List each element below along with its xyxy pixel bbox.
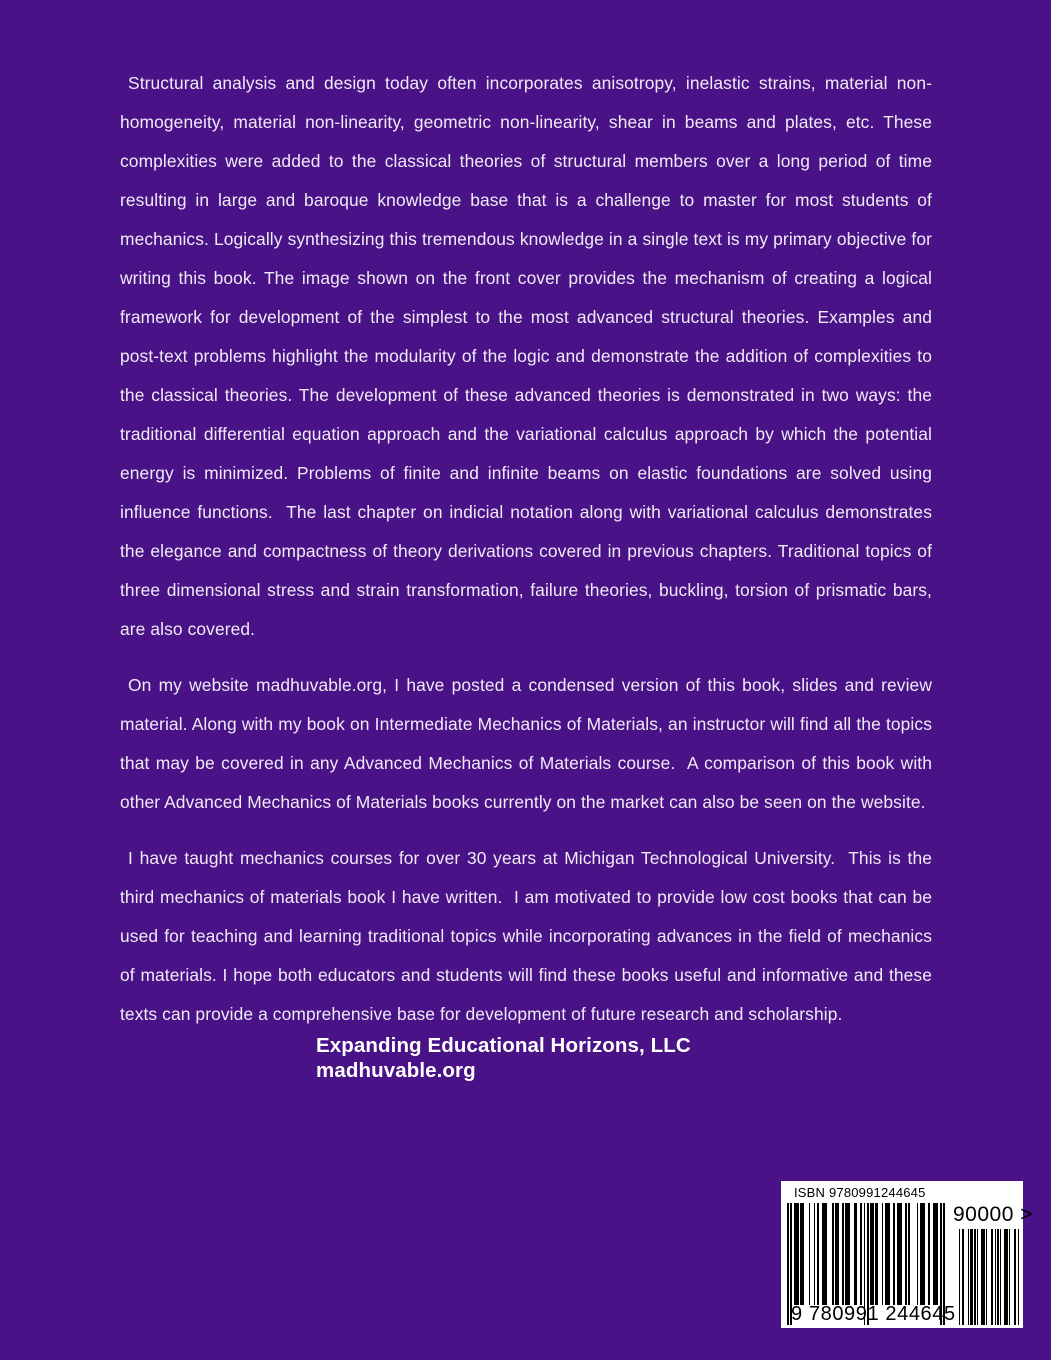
- addon-suffix: >: [1020, 1203, 1034, 1226]
- blurb-paragraph-2: On my website madhuvable.org, I have posted a condensed version of this book, slides and review material. Along with my book on Intermediate Mechanics of Materials, an instructor will find all the topics that may be covered in any Advanced Mechanics of Materials course. A comparison of this book with other Advanced Mechanics of Materials books currently on the market can also be seen on the website.: [120, 675, 937, 812]
- barcode-area: [781, 1181, 1034, 1328]
- blurb-paragraph-1: Structural analysis and design today often incorporates anisotropy, inelastic strains, material non-homogeneity, material non-linearity, geometric non-linearity, shear in beams and plates, etc. These complexities were added to the classical theories of structural members over a long period of time resulting in large and baroque knowledge base that is a challenge to master for most students of mechanics. Logically synthesizing this tremendous knowledge in a single text is my primary objective for writing this book. The image shown on the front cover provides the mechanism of creating a logical framework for development of the simplest to the most advanced structural theories. Examples and post-text problems highlight the modularity of the logic and demonstrate the addition of complexities to the classical theories. The development of these advanced theories is demonstrated in two ways: the traditional differential equation approach and the variational calculus approach by which the potential energy is minimized. Problems of finite and infinite beams on elastic foundations are solved using influence functions. The last chapter on indicial notation along with variational calculus demonstrates the elegance and compactness of theory derivations covered in previous chapters. Traditional topics of three dimensional stress and strain transformation, failure theories, buckling, torsion of prismatic bars, are also covered.: [120, 73, 937, 639]
- ean13-barcode: [787, 1203, 956, 1325]
- ean5-addon-bars: [959, 1229, 1019, 1325]
- addon-price-code: 90000: [953, 1203, 1014, 1226]
- ean13-digits: 9 780991 244645: [791, 1303, 956, 1325]
- addon-digits: [953, 1203, 1033, 1227]
- isbn-label: ISBN 9780991244645: [794, 1185, 926, 1200]
- ean5-addon-barcode: [959, 1229, 1019, 1325]
- back-cover-blurb: [120, 64, 937, 1034]
- publisher-name: Expanding Educational Horizons, LLC: [316, 1034, 691, 1057]
- publisher-block: [316, 1033, 691, 1083]
- publisher-website: madhuvable.org: [316, 1059, 476, 1082]
- blurb-paragraph-3: I have taught mechanics courses for over 30 years at Michigan Technological University. This is the third mechanics of materials book I have written. I am motivated to provide low cost books that can be used for teaching and learning traditional topics while incorporating advances in the field of mechanics of materials. I hope both educators and students will find these books useful and informative and these texts can provide a comprehensive base for development of future research and scholarship.: [120, 848, 937, 1024]
